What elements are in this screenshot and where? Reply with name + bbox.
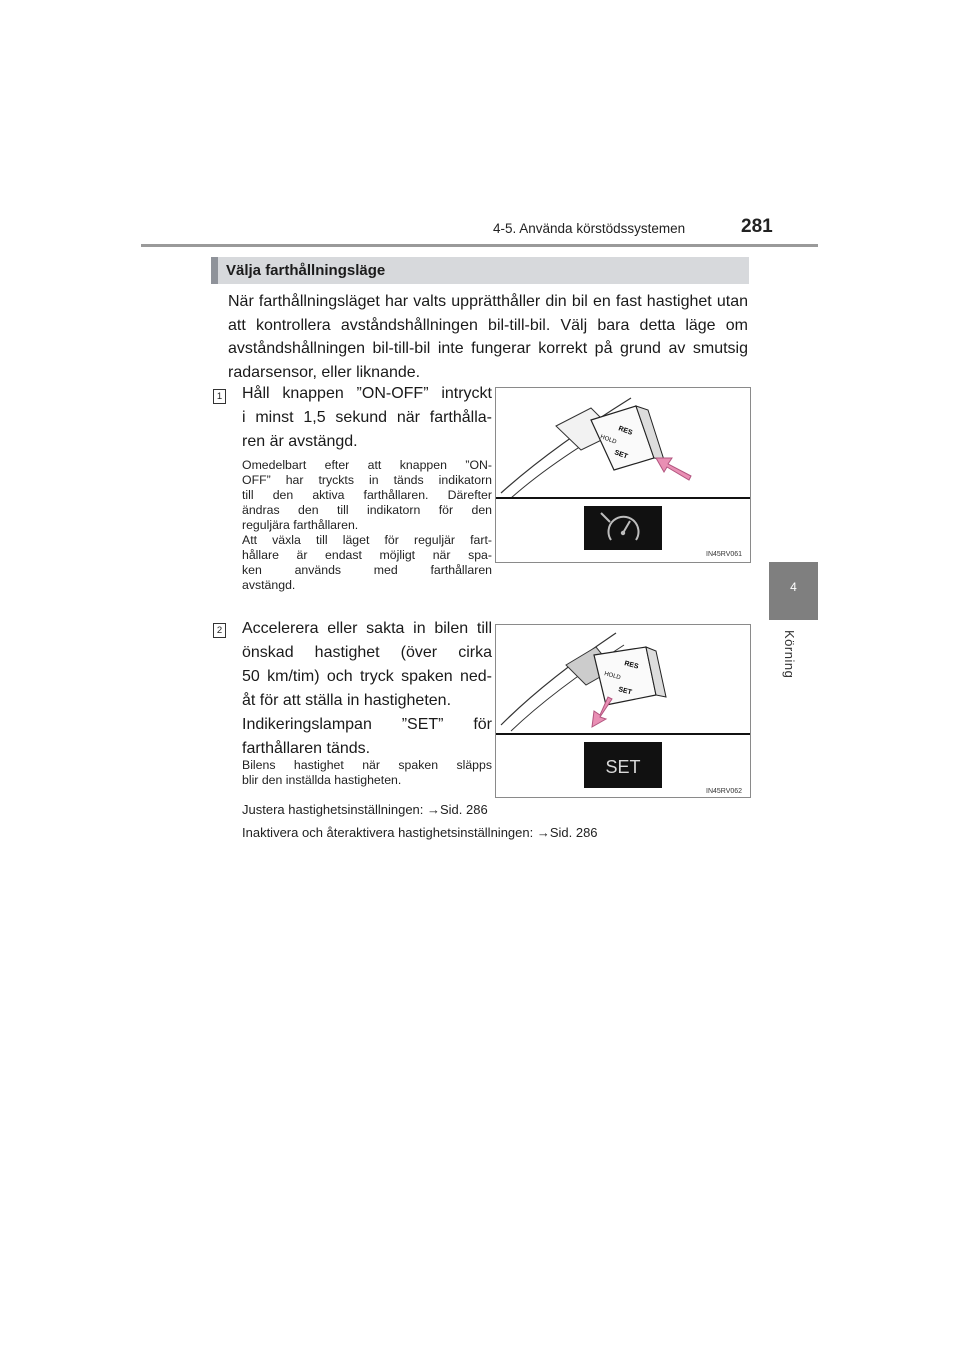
- intro-paragraph: När farthållningsläget har valts upprätthåller din bil en fast hastighet utan att kontrollera avståndshållningen bil-till-bil. Välj bara detta läge om avståndshållningen bil-till-bil inte fungerar korrekt på grund av smutsig radarsensor, eller liknande.: [228, 293, 748, 381]
- svg-text:RES: RES: [623, 660, 640, 671]
- text-line: blir den inställda hastigheten.: [242, 773, 402, 787]
- text-line: hållare är endast möjligt när spa-: [242, 548, 492, 562]
- text-line: Indikeringslampan ”SET” för: [242, 716, 492, 733]
- text-line: Håll knappen ”ON-OFF” intryckt: [242, 385, 492, 402]
- step-number-1: 1: [213, 389, 226, 404]
- chapter-header: 4-5. Använda körstödssystemen: [493, 221, 686, 236]
- chapter-number: 4: [790, 580, 797, 594]
- cross-reference-adjust: Justera hastighetsinställningen: →Sid. 286: [242, 802, 488, 817]
- text-line: till den aktiva farthållaren. Därefter: [242, 488, 492, 502]
- text-line: avstängd.: [242, 578, 296, 592]
- text-line: ken används med farthållaren: [242, 563, 492, 577]
- figure-code: IN45RV062: [706, 788, 743, 795]
- step-2-note: [242, 758, 492, 788]
- svg-text:RES: RES: [617, 425, 634, 437]
- text-line: Accelerera eller sakta in bilen till: [242, 620, 492, 637]
- text-line: reguljära farthållaren.: [242, 518, 359, 532]
- section-heading-accent: [211, 257, 218, 284]
- section-title: Välja farthållningsläge: [226, 262, 386, 279]
- text-line: OFF” har tryckts in tänds indikatorn: [242, 473, 492, 487]
- figure-code: IN45RV061: [706, 551, 743, 558]
- header-rule: [141, 244, 818, 247]
- text-line: Omedelbart efter att knappen ”ON-: [242, 458, 492, 472]
- text-line: Bilens hastighet när spaken släpps: [242, 758, 492, 772]
- text-line: önskad hastighet (över cirka: [242, 644, 492, 661]
- cruise-indicator-display: [584, 506, 662, 550]
- lever-illustration: [496, 625, 750, 797]
- step-number-2: 2: [213, 623, 226, 638]
- figure-lever-set: [495, 624, 751, 798]
- svg-text:HOLD: HOLD: [603, 671, 622, 682]
- step-2-instruction: [242, 617, 492, 761]
- push-down-arrow-icon: [592, 697, 612, 727]
- page-number: 281: [741, 216, 773, 237]
- press-arrow-icon: [656, 458, 691, 480]
- set-indicator-text: SET: [605, 757, 641, 777]
- text-line: åt för att ställa in hastigheten.: [242, 692, 452, 709]
- svg-text:SET: SET: [613, 449, 629, 461]
- text-line: farthållaren tänds.: [242, 740, 371, 757]
- text-line: 50 km/tim) och tryck spaken ned-: [242, 668, 492, 685]
- text-line: ren är avstängd.: [242, 433, 358, 450]
- cross-reference-deactivate: Inaktivera och återaktivera hastighetsinställningen: →Sid. 286: [242, 825, 598, 840]
- figure-lever-on-off: [495, 387, 751, 563]
- step-1-instruction: [242, 382, 492, 454]
- chapter-label: Körning: [782, 630, 797, 679]
- svg-text:HOLD: HOLD: [599, 434, 618, 446]
- text-line: Att växla till läget för reguljär fart-: [242, 533, 492, 547]
- text-line: ändras den till indikatorn för den: [242, 503, 492, 517]
- text-line: i minst 1,5 sekund när farthålla-: [242, 409, 492, 426]
- step-1-note: [242, 458, 492, 593]
- lever-illustration: [496, 388, 750, 562]
- svg-text:SET: SET: [617, 686, 633, 697]
